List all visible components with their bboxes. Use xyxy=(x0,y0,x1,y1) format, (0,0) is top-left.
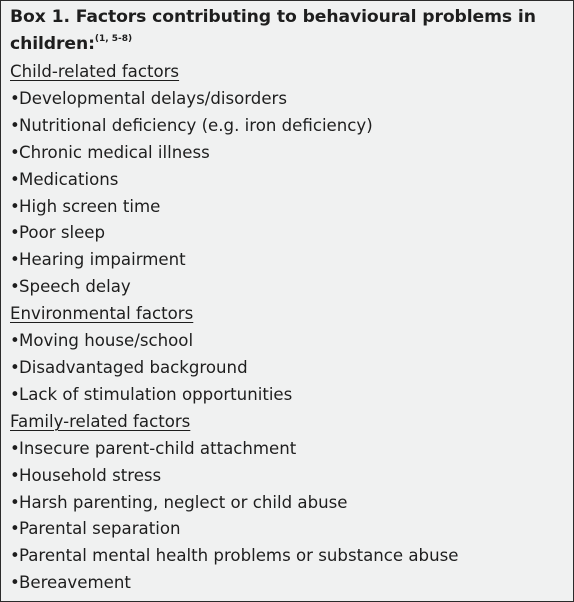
bullet: • xyxy=(10,250,20,270)
bullet: • xyxy=(10,492,20,512)
list-item-text: Chronic medical illness xyxy=(19,142,210,162)
list-item-text: Nutritional deficiency (e.g. iron deficiency) xyxy=(19,115,373,135)
list-item-text: Bereavement xyxy=(19,573,131,593)
list-item xyxy=(10,86,564,113)
bullet: • xyxy=(10,277,20,297)
section-heading: Child-related factors xyxy=(10,62,180,81)
bullet: • xyxy=(10,196,20,216)
list-item-text: High screen time xyxy=(19,196,161,216)
list-item xyxy=(10,543,564,570)
list-item-text: Poor sleep xyxy=(19,223,106,243)
factor-list xyxy=(10,328,564,409)
list-item xyxy=(10,140,564,167)
bullet: • xyxy=(10,115,20,135)
box-title xyxy=(10,4,564,58)
bullet: • xyxy=(10,331,20,351)
section-heading: Family-related factors xyxy=(10,411,191,431)
list-item-text: Medications xyxy=(19,169,119,189)
factor-list xyxy=(10,436,564,597)
list-item-text: Household stress xyxy=(19,465,162,485)
list-item-text: Parental separation xyxy=(19,519,181,539)
factor-list xyxy=(10,86,564,301)
list-item xyxy=(10,113,564,140)
list-item-text: Developmental delays/disorders xyxy=(19,88,288,108)
list-item xyxy=(10,463,564,490)
bullet: • xyxy=(10,357,20,377)
bullet: • xyxy=(10,169,20,189)
section-child-related xyxy=(10,59,564,301)
bullet: • xyxy=(10,88,20,108)
list-item xyxy=(10,328,564,355)
list-item-text: Lack of stimulation opportunities xyxy=(19,384,293,404)
list-item xyxy=(10,516,564,543)
list-item xyxy=(10,355,564,382)
list-item-text: Harsh parenting, neglect or child abuse xyxy=(19,492,348,512)
list-item xyxy=(10,247,564,274)
bullet: • xyxy=(10,519,20,539)
list-item-text: Speech delay xyxy=(19,277,131,297)
bullet: • xyxy=(10,142,20,162)
section-environmental xyxy=(10,301,564,409)
box-title-references: (1, 5-8) xyxy=(94,34,133,45)
list-item xyxy=(10,570,564,597)
list-item xyxy=(10,274,564,301)
list-item-text: Parental mental health problems or substance abuse xyxy=(19,546,459,566)
bullet: • xyxy=(10,384,20,404)
list-item xyxy=(10,382,564,409)
list-item-text: Moving house/school xyxy=(19,331,194,351)
section-family-related xyxy=(10,409,564,597)
bullet: • xyxy=(10,546,20,566)
bullet: • xyxy=(10,573,20,593)
list-item xyxy=(10,490,564,517)
bullet: • xyxy=(10,438,20,458)
bullet: • xyxy=(10,223,20,243)
list-item xyxy=(10,436,564,463)
list-item-text: Hearing impairment xyxy=(19,250,186,270)
list-item xyxy=(10,220,564,247)
list-item-text: Disadvantaged background xyxy=(19,357,248,377)
list-item-text: Insecure parent-child attachment xyxy=(19,438,297,458)
bullet: • xyxy=(10,465,20,485)
box-title-text: Box 1. Factors contributing to behavioural problems in children: xyxy=(10,7,536,54)
section-heading: Environmental factors xyxy=(10,304,194,324)
list-item xyxy=(10,167,564,194)
list-item xyxy=(10,194,564,221)
